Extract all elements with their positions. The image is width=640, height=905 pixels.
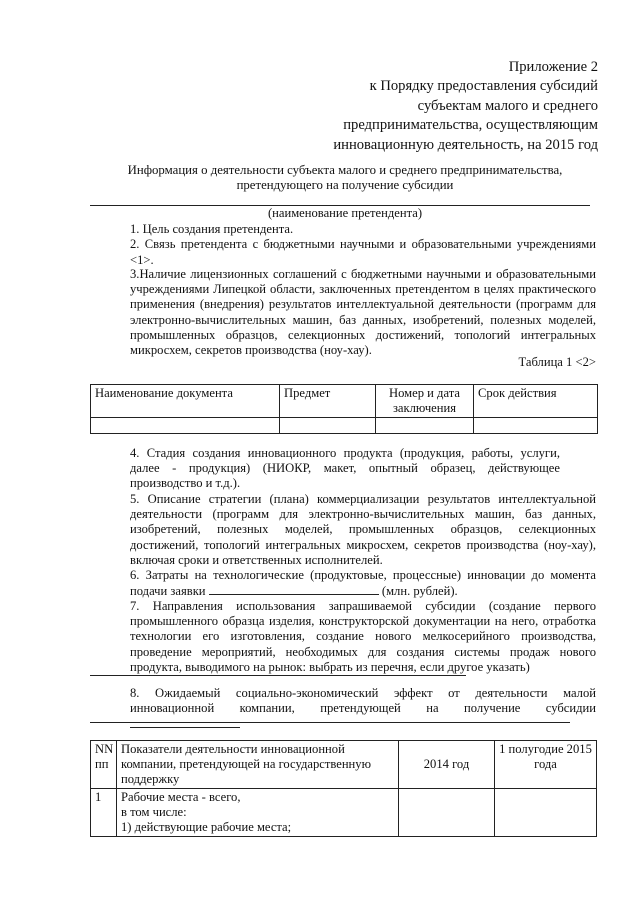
indicator-line: 1) действующие рабочие места; bbox=[121, 820, 292, 834]
half-2015-header: 1 полугодие 2015 года bbox=[495, 741, 597, 789]
item-8-text bbox=[90, 686, 596, 733]
nn-header: NN пп bbox=[91, 741, 117, 789]
table-2-header-row bbox=[91, 741, 597, 789]
item-2 bbox=[90, 237, 596, 268]
table-1-header-cell: Срок действия bbox=[474, 385, 598, 418]
item-5-text: 5. Описание стратегии (плана) коммерциализации результатов интеллектуальной деятельности (программ для электронно-вычислительных машин, баз данных, изобретений, полезных моделей, промышленных образцов, селекционных достижений, топологий интегральных микросхем, секретов производства (ноу-хау), включая сроки и ответственных исполнителей. bbox=[130, 492, 596, 567]
item-6 bbox=[90, 568, 596, 599]
item-7-fill-line bbox=[90, 675, 466, 676]
indicator-header: Показатели деятельности инновационной компании, претендующей на государственную поддержку bbox=[117, 741, 399, 789]
item-7-text: 7. Направления использования запрашиваемой субсидии (создание первого промышленного образца изделия, конструкторской документации на него, отработка технологии его изготовления, создание нового мелкосерийного производства, проведение мероприятий, необходимых для создания системы продаж нового продукта, выводимого на рынок: выбрать из перечня, если другое указать) bbox=[130, 599, 596, 674]
item-8 bbox=[90, 686, 596, 733]
value-2014-cell bbox=[399, 789, 495, 837]
table-cell bbox=[91, 418, 280, 434]
table-1-label: Таблица 1 <2> bbox=[518, 355, 596, 369]
item-2-text: 2. Связь претендента с бюджетными научными и образовательными учреждениями <1>. bbox=[130, 237, 596, 267]
table-1-header-cell: Предмет bbox=[280, 385, 376, 418]
item-4-text: 4. Стадия создания инновационного продукта (продукция, работы, услуги, далее - продукция) (НИОКР, макет, опытный образец, действующее производство и т.д.). bbox=[130, 446, 560, 491]
appendix-line: субъектам малого и среднего bbox=[417, 97, 598, 114]
indicator-line: Рабочие места - всего, bbox=[121, 790, 241, 804]
appendix-header bbox=[333, 58, 598, 155]
appendix-line: предпринимательства, осуществляющим bbox=[343, 117, 598, 134]
table-2 bbox=[90, 740, 597, 837]
table-1-header-cell: Номер и дата заключения bbox=[376, 385, 474, 418]
title-line: претендующего на получение субсидии bbox=[236, 178, 454, 192]
item-8-label: 8. Ожидаемый социально-экономический эффект от деятельности малой инновационной компании, претендующей на получение субсидии bbox=[130, 686, 596, 716]
item-3 bbox=[90, 267, 596, 358]
appendix-line: инновационную деятельность, на 2015 год bbox=[333, 136, 598, 153]
table-cell bbox=[280, 418, 376, 434]
costs-fill-line bbox=[209, 583, 379, 595]
table-1-header-cell: Наименование документа bbox=[91, 385, 280, 418]
value-2015-cell bbox=[495, 789, 597, 837]
item-6-text bbox=[90, 568, 596, 599]
item-4 bbox=[90, 446, 560, 492]
indicator-line: в том числе: bbox=[121, 805, 187, 819]
item-5 bbox=[90, 492, 596, 568]
table-1 bbox=[90, 384, 598, 434]
appendix-line: к Порядку предоставления субсидий bbox=[369, 78, 598, 95]
item-1 bbox=[90, 222, 596, 238]
item-6-start: 6. Затраты на технологические (продуктовые, процессные) инновации до момента подачи заявки bbox=[130, 568, 596, 599]
indicator-cell bbox=[117, 789, 399, 837]
item-3-text: 3.Наличие лицензионных соглашений с бюджетными научными и образовательными учреждениями Липецкой области, заключенных претендентом в целях практического применения (внедрения) результатов интеллектуальной деятельности (программ для электронно-вычислительных машин, баз данных, изобретений, полезных моделей, промышленных образцов, селекционных достижений, топологий интегральных микросхем, секретов производства (ноу-хау). bbox=[130, 267, 596, 358]
applicant-caption: (наименование претендента) bbox=[267, 206, 423, 220]
item-1-text: 1. Цель создания претендента. bbox=[130, 222, 294, 236]
table-1-empty-row bbox=[91, 418, 598, 434]
table-cell bbox=[474, 418, 598, 434]
item-7 bbox=[90, 599, 596, 675]
table-1-header-row bbox=[91, 385, 598, 418]
document-title bbox=[90, 163, 600, 193]
title-line: Информация о деятельности субъекта малого и среднего предпринимательства, bbox=[127, 163, 563, 177]
row-number: 1 bbox=[91, 789, 117, 837]
item-6-end: (млн. рублей). bbox=[381, 584, 458, 599]
table-row bbox=[91, 789, 597, 837]
year-2014-header: 2014 год bbox=[399, 741, 495, 789]
item-8-fill-line bbox=[90, 722, 570, 723]
appendix-line: Приложение 2 bbox=[508, 59, 598, 75]
table-cell bbox=[376, 418, 474, 434]
